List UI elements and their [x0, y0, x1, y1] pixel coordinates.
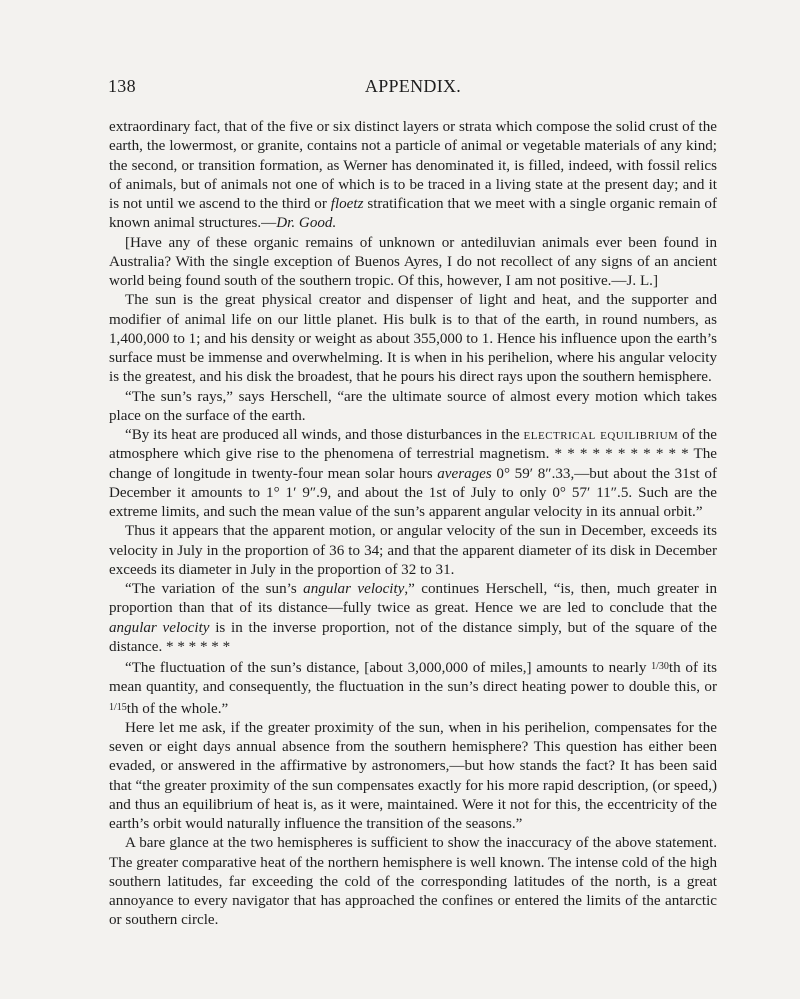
paragraph: Here let me ask, if the greater proximity of the sun, when in his perihelion, compensates for the seven or eight days annual absence from the southern hemisphere? This question has either been evaded, or answered in the affirmative by astronomers,—but how stands the fact? It has been said that “the greater proximity of the sun compensates exactly for his more rapid description, (or speed,) and thus an equilibrium of heat is, as it were, maintained. Were it not for this, the eccentricity of the earth’s orbit would naturally influence the transition of the seasons.”: [109, 719, 717, 832]
running-head: [108, 76, 718, 102]
page-number: 138: [108, 76, 136, 96]
paragraph: “The variation of the sun’s angular velocity,” continues Herschell, “is, then, much greater in proportion than that of its distance—fully twice as great. Hence we are led to conclude that the angular velocity is in the inverse proportion, not of the distance simply, but of the square of the distance. * * * * * *: [109, 581, 718, 655]
paragraph: “The fluctuation of the sun’s distance, [about 3,000,000 of miles,] amounts to nearly 1/30th of its mean quantity, and consequently, the fluctuation in the sun’s direct heating power to double this, or 1/15th of the whole.”: [109, 660, 717, 717]
paragraph: [Have any of these organic remains of unknown or antediluvian animals ever been found in Australia? With the single exception of Buenos Ayres, I do not recollect of any signs of an ancient world being found south of the southern tropic. Of this, however, I am not positive.—J. L.]: [109, 234, 717, 289]
paragraph: A bare glance at the two hemispheres is sufficient to show the inaccuracy of the above statement. The greater comparative heat of the northern hemisphere is well known. The intense cold of the high southern latitudes, far exceeding the cold of the corresponding latitudes of the north, is a great annoyance to every navigator that has approached the confines or entered the limits of the antarctic or southern circle.: [109, 835, 717, 929]
body-text: [109, 118, 717, 931]
paragraph: “The sun’s rays,” says Herschell, “are the ultimate source of almost every motion which takes place on the surface of the earth.: [109, 388, 717, 424]
paragraph: The sun is the great physical creator and dispenser of light and heat, and the supporter and modifier of animal life on our little planet. His bulk is to that of the earth, in round numbers, as 1,400,000 to 1; and his density or weight as about 355,000 to 1. Hence his influence upon the earth’s surface must be immense and overwhelming. It is when in his perihelion, where his angular velocity is the greatest, and his disk the broadest, that he pours his direct rays upon the southern hemisphere.: [109, 292, 717, 386]
paragraph: extraordinary fact, that of the five or six distinct layers or strata which compose the solid crust of the earth, the lowermost, or granite, contains not a particle of animal or vegetable materials of any kind; the second, or transition formation, as Werner has denominated it, is filled, indeed, with fossil relics of animals, but of animals not one of which is to be traced in a living state at the present day; and it is not until we ascend to the third or floetz stratification that we meet with a single organic remain of known animal structures.—Dr. Good.: [109, 119, 717, 232]
paragraph: “By its heat are produced all winds, and those disturbances in the electrical equilibrium of the atmosphere which give rise to the phenomena of terrestrial magnetism. * * * * * * * * * * * The change of longitude in twenty-four mean solar hours averages 0° 59′ 8″.33,—but about the 31st of December it amounts to 1° 1′ 9″.9, and about the 1st of July to only 0° 57′ 11″.5. Such are the extreme limits, and such the mean value of the sun’s apparent angular velocity in its annual orbit.”: [109, 427, 717, 520]
attribution: Dr. Good.: [276, 215, 337, 232]
fraction: 1/30: [651, 661, 669, 672]
paragraph: Thus it appears that the apparent motion, or angular velocity of the sun in December, exceeds its velocity in July in the proportion of 36 to 34; and that the apparent diameter of its disk in December exceeds its diameter in July in the proportion of 32 to 31.: [109, 523, 717, 578]
running-title: APPENDIX.: [364, 76, 462, 96]
fraction: 1/15: [109, 701, 127, 713]
